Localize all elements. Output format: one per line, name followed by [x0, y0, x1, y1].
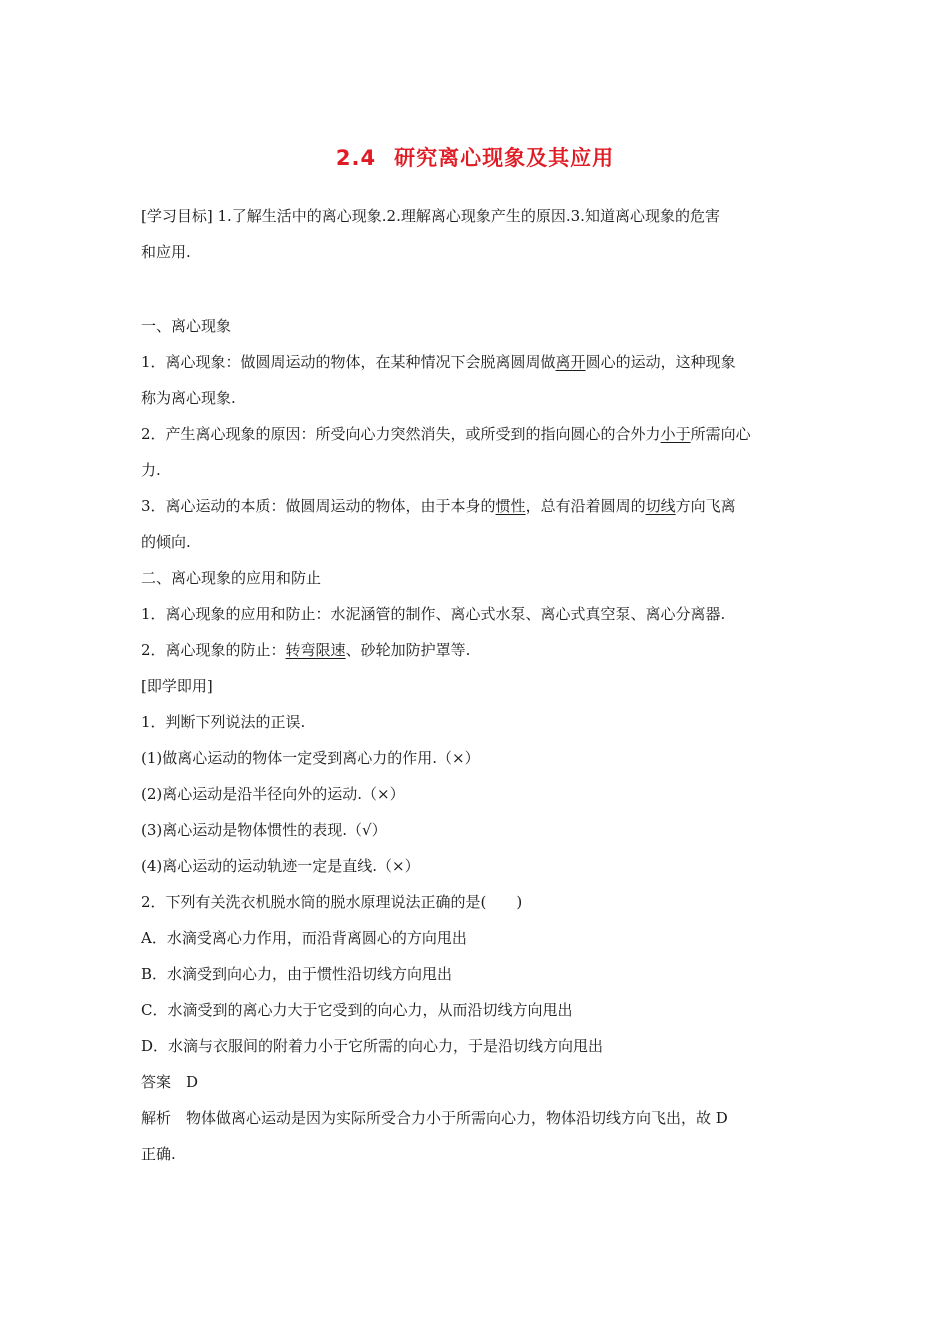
underlined-term: 离开 — [555, 353, 586, 371]
option-b: B．水滴受到向心力，由于惯性沿切线方向甩出 — [141, 965, 453, 983]
document-body — [141, 198, 813, 1172]
section-1-heading: 一、离心现象 — [141, 317, 232, 335]
judgement-item: (1)做离心运动的物体一定受到离心力的作用.（×） — [141, 749, 480, 767]
judgement-item: (3)离心运动是物体惯性的表现.（√） — [141, 821, 387, 839]
s2-p1: 1．离心现象的应用和防止：水泥涵管的制作、离心式水泵、离心式真空泵、离心分离器. — [141, 605, 726, 623]
underlined-term: 惯性 — [495, 497, 526, 515]
option-a: A．水滴受离心力作用，而沿背离圆心的方向甩出 — [141, 929, 467, 947]
s1-p2-line-1: 2．产生离心现象的原因：所受向心力突然消失，或所受到的指向圆心的合外力小于所需向心 — [141, 425, 751, 443]
s2-p2: 2．离心现象的防止：转弯限速、砂轮加防护罩等. — [141, 641, 471, 659]
s1-p3-line-2: 的倾向. — [141, 533, 191, 551]
judgement-item: (4)离心运动的运动轨迹一定是直线.（×） — [141, 857, 420, 875]
title-text: 研究离心现象及其应用 — [394, 146, 615, 170]
judgement-item: (2)离心运动是沿半径向外的运动.（×） — [141, 785, 405, 803]
s1-p3-line-1: 3．离心运动的本质：做圆周运动的物体，由于本身的惯性，总有沿着圆周的切线方向飞离 — [141, 497, 736, 515]
underlined-term: 小于 — [660, 425, 691, 443]
question-1: 1．判断下列说法的正误. — [141, 713, 306, 731]
underlined-term: 转弯限速 — [285, 641, 346, 659]
practice-heading: [即学即用] — [141, 677, 213, 695]
analysis-line-2: 正确. — [141, 1145, 176, 1163]
objectives-line-1: [学习目标] 1.了解生活中的离心现象.2.理解离心现象产生的原因.3.知道离心现象的危害 — [141, 207, 720, 225]
question-2: 2．下列有关洗衣机脱水筒的脱水原理说法正确的是( ) — [141, 893, 523, 911]
section-number: 2.4 — [335, 146, 377, 170]
section-2-heading: 二、离心现象的应用和防止 — [141, 569, 322, 587]
s1-p1-line-1: 1．离心现象：做圆周运动的物体，在某种情况下会脱离圆周做离开圆心的运动，这种现象 — [141, 353, 736, 371]
page-title — [0, 142, 950, 172]
underlined-term: 切线 — [645, 497, 676, 515]
answer: 答案 D — [141, 1073, 199, 1091]
objectives-line-2: 和应用. — [141, 243, 191, 261]
option-d: D．水滴与衣服间的附着力小于它所需的向心力，于是沿切线方向甩出 — [141, 1037, 604, 1055]
s1-p2-line-2: 力. — [141, 461, 161, 479]
analysis-line-1: 解析 物体做离心运动是因为实际所受合力小于所需向心力，物体沿切线方向飞出，故 D — [141, 1109, 728, 1127]
s1-p1-line-2: 称为离心现象. — [141, 389, 236, 407]
option-c: C．水滴受到的离心力大于它受到的向心力，从而沿切线方向甩出 — [141, 1001, 573, 1019]
